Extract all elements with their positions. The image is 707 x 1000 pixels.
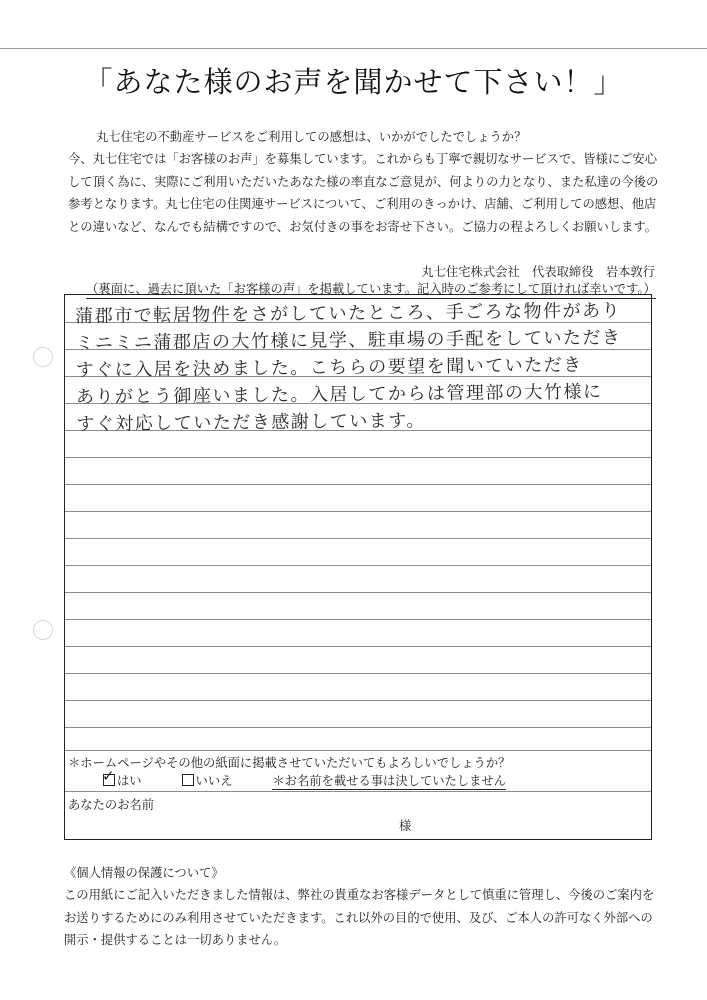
ruled-line — [65, 619, 651, 620]
yes-label: はい — [117, 774, 142, 788]
punch-hole-icon — [33, 347, 53, 367]
handwritten-line: ミニミニ蒲郡店の大竹様に見学、駐車場の手配をしていただき — [75, 327, 622, 354]
punch-hole-icon — [33, 620, 53, 640]
name-label: あなたのお名前 — [68, 798, 155, 812]
name-policy-note: ＊お名前を載せる事は決していたしません — [272, 771, 506, 790]
ruled-line — [65, 750, 651, 751]
ruled-line — [65, 592, 651, 593]
ruled-line — [65, 727, 651, 728]
intro-line: 今、丸七住宅では「お客様のお声」を募集しています。これからも丁寧で親切なサービスで、皆様にご安心 — [68, 152, 658, 167]
checkmark-icon: ✓ — [102, 767, 115, 785]
ruled-line — [65, 646, 651, 647]
ruled-line — [65, 457, 651, 458]
honorific-sama: 様 — [399, 819, 412, 833]
privacy-line: この用紙にご記入いただきました情報は、弊社の貴重なお客様データとして慎重に管理し、今後のご案内を — [64, 888, 655, 903]
intro-line: 丸七住宅の不動産サービスをご利用しての感想は、いかがでしたでしょうか？ — [96, 130, 527, 144]
intro-line: との違いなど、なんでも結構ですので、お気付きの事をお寄せ下さい。ご協力の程よろしくお願いします。 — [68, 219, 658, 234]
ruled-line — [65, 538, 651, 539]
privacy-line: お送りするためにのみ利用させていただきます。これ以外の目的で使用、及び、ご本人の許可なく外部への — [64, 910, 653, 925]
page-title: 「あなた様のお声を聞かせて下さい！」 — [83, 65, 624, 99]
permission-choices — [102, 767, 507, 790]
privacy-section — [64, 862, 664, 952]
top-divider — [0, 48, 707, 49]
no-label: いいえ — [195, 774, 233, 788]
intro-line: して頂く為に、実際にご利用いただいたあなた様の率直なご意見が、何よりの力となり、また私達の今後の — [68, 174, 659, 189]
handwritten-comment — [75, 297, 646, 438]
ruled-line — [65, 673, 651, 674]
no-option[interactable] — [182, 771, 233, 789]
ruled-line — [65, 484, 651, 485]
privacy-line: 開示・提供することは一切ありません。 — [64, 933, 287, 948]
yes-checkbox[interactable] — [102, 767, 115, 786]
privacy-heading: 《個人情報の保護について》 — [64, 866, 224, 880]
handwritten-line: ありがとう御座いました。入居してからは管理部の大竹様に — [75, 381, 603, 408]
ruled-line — [65, 791, 651, 792]
ruled-line — [65, 565, 651, 566]
yes-option[interactable] — [102, 767, 142, 789]
comment-box[interactable] — [64, 294, 652, 840]
company-signature: 丸七住宅株式会社 代表取締役 岩本敦行 — [421, 265, 655, 279]
intro-text — [68, 126, 658, 238]
handwritten-line: すぐ対応していただき感謝しています。 — [76, 410, 426, 435]
handwritten-line: 蒲郡市で転居物件をさがしていたところ、手ごろな物件があり — [75, 300, 622, 327]
intro-line: 参考となります。丸七住宅の住関連サービスについて、ご利用のきっかけ、店舗、ご利用しての感想、他店 — [68, 197, 657, 212]
no-checkbox[interactable] — [182, 774, 194, 786]
reference-note: （裏面に、過去に頂いた「お客様の声」を掲載しています。記入時のご参考にして頂ければ幸いです。） — [86, 279, 656, 299]
handwritten-line: すぐに入居を決めました。こちらの要望を聞いていただき — [75, 354, 583, 381]
permission-question: ＊ホームページやその他の紙面に掲載させていただいてもよろしいでしょうか？ — [68, 756, 511, 770]
ruled-line — [65, 511, 651, 512]
ruled-line — [65, 700, 651, 701]
